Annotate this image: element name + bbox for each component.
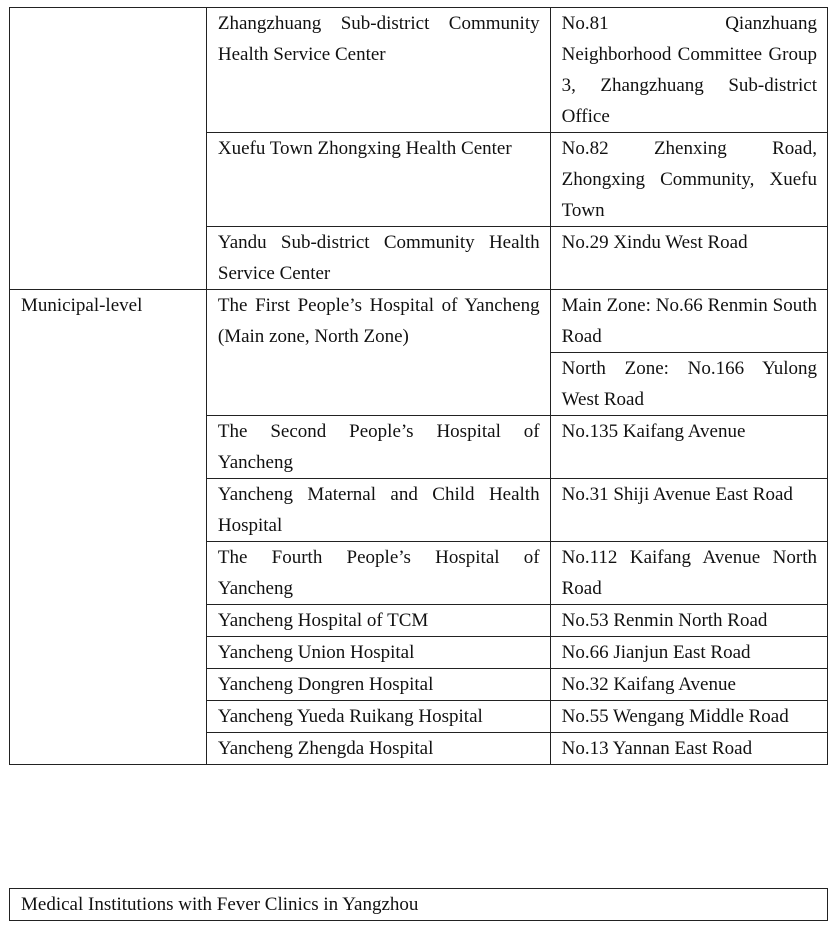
institution-name: Xuefu Town Zhongxing Health Center [206, 133, 550, 227]
institution-address: Main Zone: No.66 Renmin South Road [550, 290, 827, 353]
institution-address: No.81 Qianzhuang Neighborhood Committee Group 3, Zhangzhuang Sub-district Office [550, 8, 827, 133]
table-row [10, 889, 828, 921]
institution-address: No.29 Xindu West Road [550, 227, 827, 290]
institution-address: No.82 Zhenxing Road, Zhongxing Community, Xuefu Town [550, 133, 827, 227]
institution-name: The Fourth People’s Hospital of Yancheng [206, 542, 550, 605]
institution-name: Yancheng Union Hospital [206, 637, 550, 669]
institution-address: No.53 Renmin North Road [550, 605, 827, 637]
institution-name: The Second People’s Hospital of Yancheng [206, 416, 550, 479]
institution-address: No.55 Wengang Middle Road [550, 701, 827, 733]
institution-name: Yancheng Yueda Ruikang Hospital [206, 701, 550, 733]
institution-address: North Zone: No.166 Yulong West Road [550, 353, 827, 416]
institution-name: Yandu Sub-district Community Health Service Center [206, 227, 550, 290]
table-row [10, 290, 828, 353]
institution-name: Yancheng Hospital of TCM [206, 605, 550, 637]
institution-name: Yancheng Maternal and Child Health Hospital [206, 479, 550, 542]
level-cell: Municipal-level [10, 290, 207, 765]
institution-address: No.66 Jianjun East Road [550, 637, 827, 669]
table-title: Medical Institutions with Fever Clinics in Yangzhou [10, 889, 828, 921]
institution-address: No.32 Kaifang Avenue [550, 669, 827, 701]
hospital-table [9, 7, 828, 765]
institution-name: The First People’s Hospital of Yancheng (Main zone, North Zone) [206, 290, 550, 416]
institution-address: No.135 Kaifang Avenue [550, 416, 827, 479]
institution-name: Yancheng Dongren Hospital [206, 669, 550, 701]
table-row [10, 8, 828, 133]
institution-address: No.31 Shiji Avenue East Road [550, 479, 827, 542]
institution-name: Yancheng Zhengda Hospital [206, 733, 550, 765]
institution-name: Zhangzhuang Sub-district Community Health Service Center [206, 8, 550, 133]
yangzhou-table [9, 888, 828, 921]
institution-address: No.112 Kaifang Avenue North Road [550, 542, 827, 605]
institution-address: No.13 Yannan East Road [550, 733, 827, 765]
level-cell-continued [10, 8, 207, 290]
